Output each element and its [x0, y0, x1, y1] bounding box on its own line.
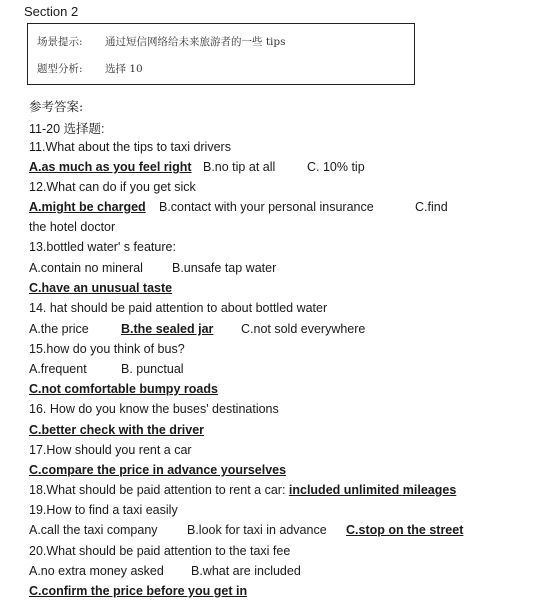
type-value: 选择 10 — [105, 63, 143, 75]
question-20: 20.What should be paid attention to the taxi fee — [29, 544, 291, 558]
q20-option-c-answer: C.confirm the price before you get in — [29, 584, 248, 598]
q12-option-b: B.contact with your personal insurance — [159, 200, 374, 214]
q15-option-b: B. punctual — [121, 362, 184, 376]
q13-option-a: A.contain no mineral — [29, 261, 143, 275]
type-key: 题型分析: — [37, 63, 83, 75]
question-12: 12.What can do if you get sick — [29, 180, 196, 194]
scene-key: 场景提示: — [37, 36, 83, 48]
q12-option-c: C.find — [415, 200, 448, 214]
scene-value: 通过短信网络给未来旅游者的一些 tips — [105, 36, 286, 48]
question-range: 11-20 选择题: — [29, 122, 105, 136]
question-19: 19.How to find a taxi easily — [29, 503, 178, 517]
q12-option-a-answer: A.might be charged — [29, 200, 146, 214]
scene-box — [27, 23, 415, 85]
q11-option-c: C. 10% tip — [307, 160, 365, 174]
q11-option-a-answer: A.as much as you feel right — [29, 160, 192, 174]
q20-option-a: A.no extra money asked — [29, 564, 164, 578]
q18-answer: included unlimited mileages — [288, 483, 457, 497]
q15-option-a: A.frequent — [29, 362, 87, 376]
q16-option-c-answer: C.better check with the driver — [29, 423, 205, 437]
question-17: 17.How should you rent a car — [29, 443, 192, 457]
q19-option-a: A.call the taxi company — [29, 523, 158, 537]
q19-option-b: B.look for taxi in advance — [187, 523, 327, 537]
q20-option-b: B.what are included — [191, 564, 301, 578]
q15-option-c-answer: C.not comfortable bumpy roads — [29, 382, 218, 396]
q17-option-c-answer: C.compare the price in advance yourselves — [29, 463, 287, 477]
scene-row — [37, 34, 286, 49]
question-16: 16. How do you know the buses' destinations — [29, 402, 279, 416]
q19-option-c-answer: C.stop on the street — [346, 523, 464, 537]
q13-option-b: B.unsafe tap water — [172, 261, 277, 275]
reference-answer-heading: 参考答案: — [29, 99, 84, 114]
q11-option-b: B.no tip at all — [203, 160, 276, 174]
question-15: 15.how do you think of bus? — [29, 342, 185, 356]
question-11: 11.What about the tips to taxi drivers — [29, 140, 231, 154]
q14-option-c: C.not sold everywhere — [241, 322, 366, 336]
question-13: 13.bottled water' s feature: — [29, 240, 176, 254]
section-title: Section 2 — [24, 4, 79, 19]
q12-option-c-continued: the hotel doctor — [29, 220, 116, 234]
question-14: 14. hat should be paid attention to about bottled water — [29, 301, 328, 315]
q13-option-c-answer: C.have an unusual taste — [29, 281, 173, 295]
question-18 — [29, 483, 456, 497]
question-18-text: 18.What should be paid attention to rent a car: — [29, 483, 289, 497]
q14-option-a: A.the price — [29, 322, 89, 336]
type-row — [37, 61, 143, 76]
q14-option-b-answer: B.the sealed jar — [121, 322, 214, 336]
